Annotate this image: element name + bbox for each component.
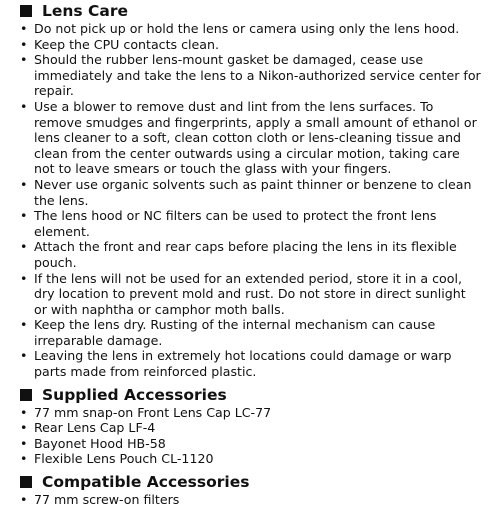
list-item: • Leaving the lens in extremely hot locations could damage or warp parts made from reinforced plastic. xyxy=(20,348,482,379)
list-item: • Keep the CPU contacts clean. xyxy=(20,37,482,53)
section-title: Lens Care xyxy=(42,2,129,20)
list-item: • Bayonet Hood HB-58 xyxy=(20,436,482,452)
list-item: • Flexible Lens Pouch CL-1120 xyxy=(20,451,482,467)
list-item: • Do not pick up or hold the lens or camera using only the lens hood. xyxy=(20,21,482,37)
section-title: Compatible Accessories xyxy=(42,473,250,492)
section-title: Supplied Accessories xyxy=(42,385,227,404)
list-item: • 77 mm snap-on Front Lens Cap LC-77 xyxy=(20,405,482,421)
supplied-accessories-list xyxy=(20,405,482,467)
list-item: • 77 mm screw-on filters xyxy=(20,492,482,508)
compatible-accessories-list xyxy=(20,492,482,508)
list-item: • The lens hood or NC filters can be used to protect the front lens element. xyxy=(20,208,482,239)
square-bullet-icon xyxy=(20,389,32,401)
square-bullet-icon xyxy=(20,5,32,17)
list-item: • If the lens will not be used for an extended period, store it in a cool, dry location to prevent mold and rust. Do not store in direct sunlight or with naphtha or camphor moth balls. xyxy=(20,271,482,318)
list-item: • Attach the front and rear caps before placing the lens in its flexible pouch. xyxy=(20,239,482,270)
lens-care-list xyxy=(20,21,482,380)
list-item: • Keep the lens dry. Rusting of the internal mechanism can cause irreparable damage. xyxy=(20,317,482,348)
list-item: • Rear Lens Cap LF-4 xyxy=(20,420,482,436)
document-page xyxy=(20,0,482,508)
section-heading-compatible-accessories xyxy=(20,473,482,491)
section-heading-supplied-accessories xyxy=(20,386,482,404)
square-bullet-icon xyxy=(20,476,32,488)
list-item: • Never use organic solvents such as paint thinner or benzene to clean the lens. xyxy=(20,177,482,208)
list-item: • Use a blower to remove dust and lint from the lens surfaces. To remove smudges and fingerprints, apply a small amount of ethanol or lens cleaner to a soft, clean cotton cloth or lens-cleaning tissue and clean from the center outwards using a circular motion, taking care not to leave smears or touch the glass with your fingers. xyxy=(20,99,482,177)
section-heading-lens-care xyxy=(20,2,482,20)
list-item: • Should the rubber lens-mount gasket be damaged, cease use immediately and take the lens to a Nikon-authorized service center for repair. xyxy=(20,52,482,99)
